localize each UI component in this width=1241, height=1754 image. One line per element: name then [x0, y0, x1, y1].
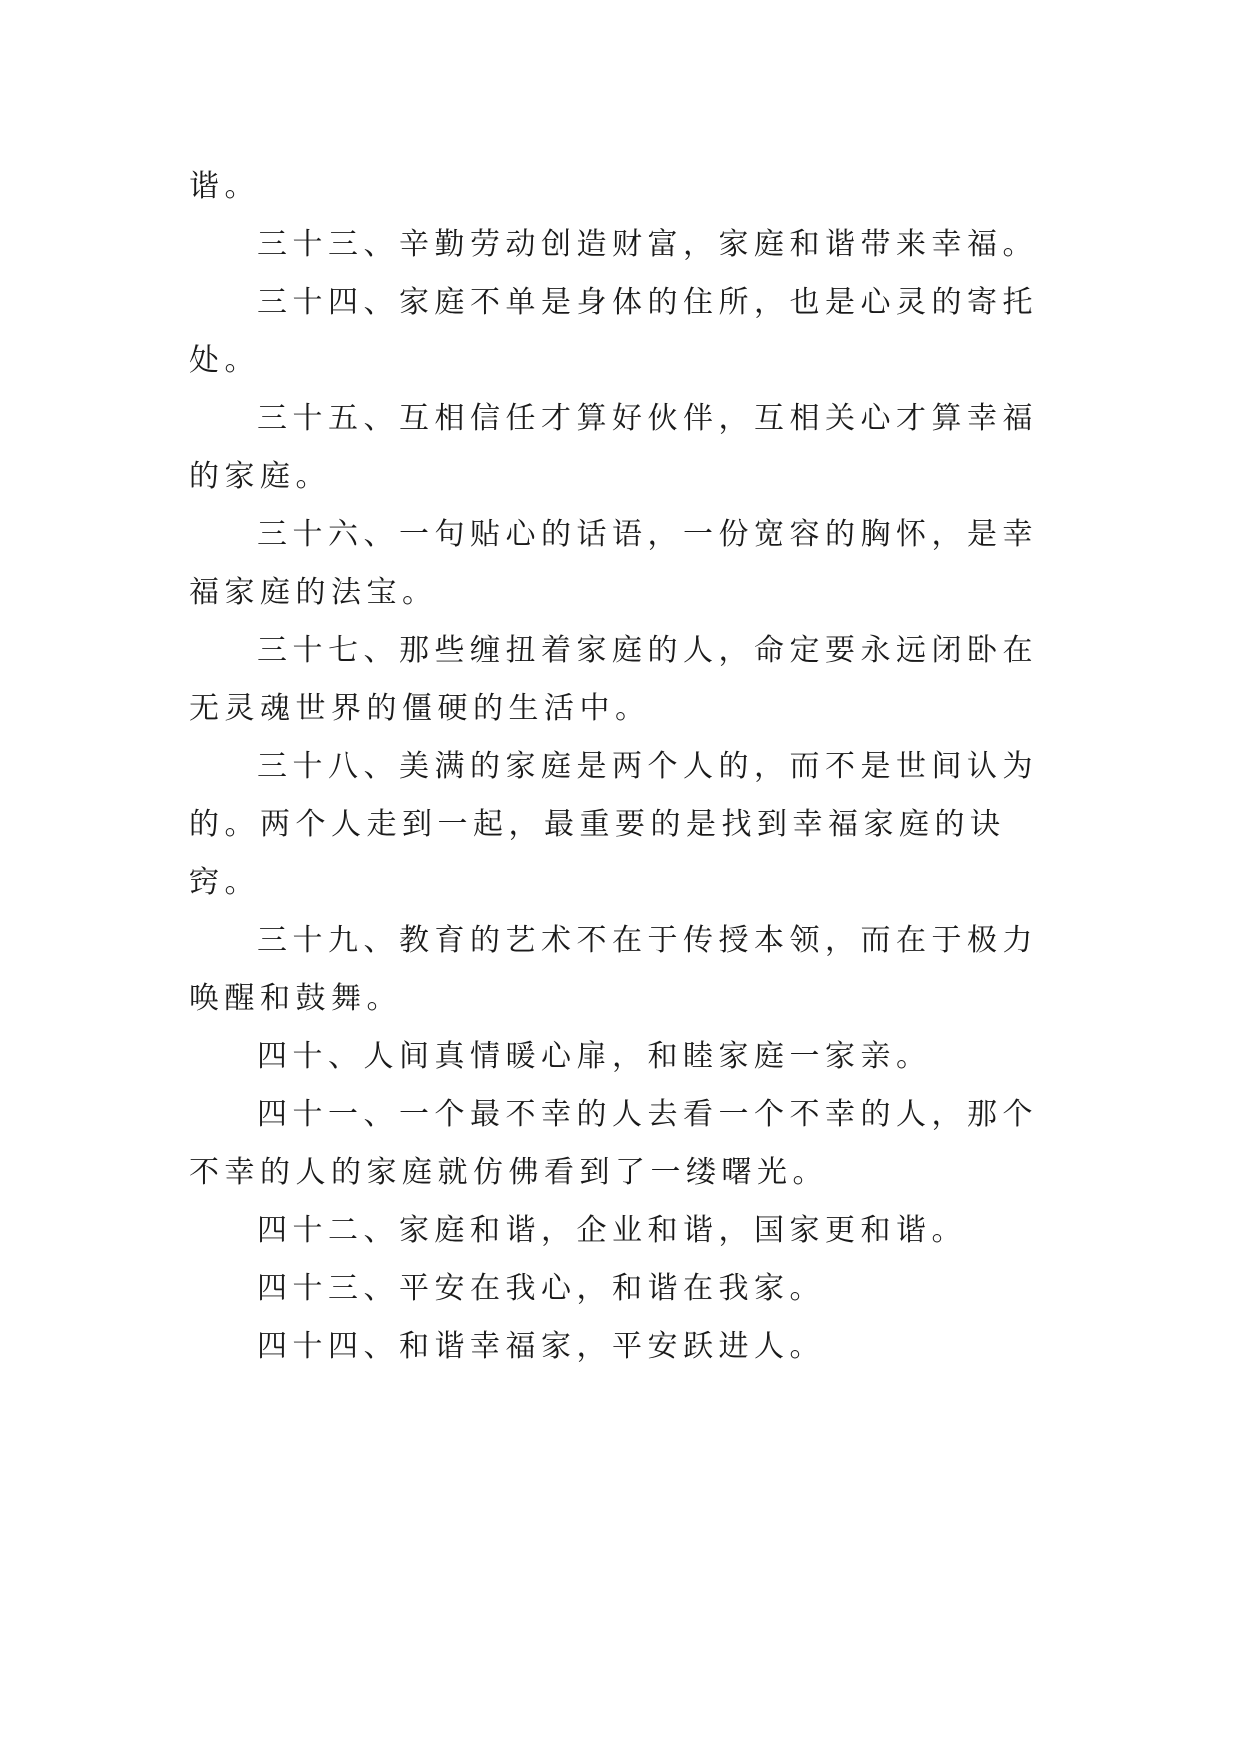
- paragraph-continuation: 谐。: [189, 169, 260, 204]
- paragraph-34: 三十四、家庭不单是身体的住所，也是心灵的寄托处。: [189, 285, 1038, 378]
- document-body: [189, 158, 1069, 1376]
- paragraph-42: 四十二、家庭和谐，企业和谐，国家更和谐。: [257, 1213, 967, 1248]
- paragraph-33: 三十三、辛勤劳动创造财富，家庭和谐带来幸福。: [257, 227, 1038, 262]
- paragraph-35: 三十五、互相信任才算好伙伴，互相关心才算幸福的家庭。: [189, 401, 1038, 494]
- paragraph-39: 三十九、教育的艺术不在于传授本领，而在于极力唤醒和鼓舞。: [189, 923, 1038, 1016]
- paragraph-36: 三十六、一句贴心的话语，一份宽容的胸怀，是幸福家庭的法宝。: [189, 517, 1038, 610]
- paragraph-44: 四十四、和谐幸福家，平安跃进人。: [257, 1329, 825, 1364]
- paragraph-38: 三十八、美满的家庭是两个人的，而不是世间认为的。两个人走到一起，最重要的是找到幸福家庭的诀窍。: [189, 749, 1038, 900]
- paragraph-40: 四十、人间真情暖心扉，和睦家庭一家亲。: [257, 1039, 932, 1074]
- paragraph-43: 四十三、平安在我心，和谐在我家。: [257, 1271, 825, 1306]
- paragraph-41: 四十一、一个最不幸的人去看一个不幸的人，那个不幸的人的家庭就仿佛看到了一缕曙光。: [189, 1097, 1038, 1190]
- paragraph-37: 三十七、那些缠扭着家庭的人，命定要永远闭卧在无灵魂世界的僵硬的生活中。: [189, 633, 1038, 726]
